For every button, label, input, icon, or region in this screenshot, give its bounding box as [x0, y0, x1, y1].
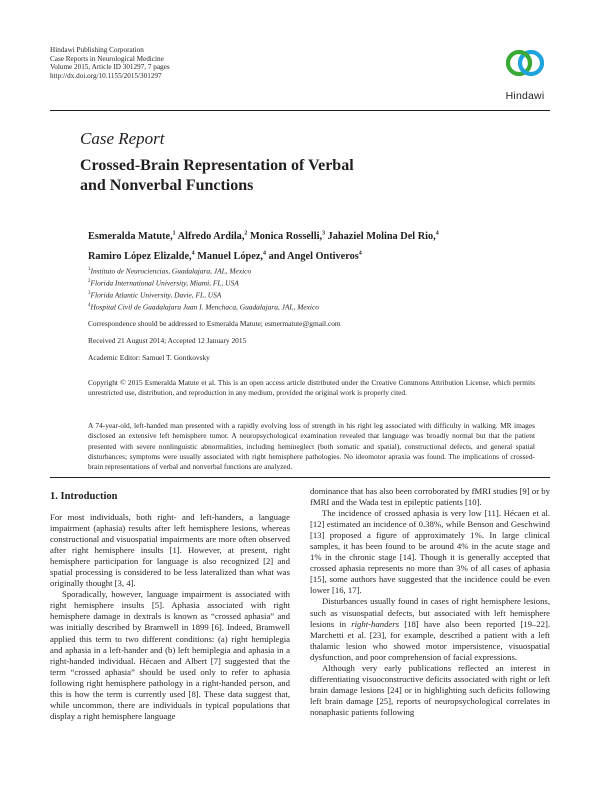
paragraph: The incidence of crossed aphasia is very low [11]. Hécaen et al. [12] estimated an incidence of 0.38%, while Benson and Geschwind [13] proposed a figure of approximately 1%. In large clinical samples, it has been found to be around 4% in the acute stage and 1% in the chronic stage [14]. Though it is generally accepted that crossed aphasia represents no more than 3% of all cases of aphasia [15], some authors have suggested that the incidence could be even lower [16, 17].	[310, 508, 550, 596]
publisher: Hindawi Publishing Corporation	[50, 46, 144, 54]
paragraph: dominance that has also been corroborated by fMRI studies [9] or by fMRI and the Wada test in epileptic patients [10].	[310, 486, 550, 508]
title-line-2: and Nonverbal Functions	[80, 177, 254, 194]
author: Monica Rosselli,$^3$	[247, 231, 326, 243]
affiliation: $^2$Florida International University, Miami, FL, USA	[88, 278, 239, 288]
hindawi-logo-icon	[504, 43, 546, 83]
academic-editor: Academic Editor: Samuel T. Gontkovsky	[88, 353, 210, 362]
body-column-left	[50, 512, 290, 722]
paragraph: For most individuals, both right- and left-handers, a language impairment (aphasia) results after left hemisphere lesions, whereas constructional and visuospatial impairments are more often observed after right hemisphere insults [1]. However, at present, right hemisphere participation for language is also recognized [2] and spatial processing is considered to be less lateralized than what was originally thought [3, 4].	[50, 512, 290, 589]
dates: Received 21 August 2014; Accepted 12 January 2015	[88, 336, 247, 345]
abstract-divider	[50, 477, 550, 478]
doi-link[interactable]: http://dx.doi.org/10.1155/2015/301297	[50, 71, 162, 80]
author: and Angel Ontiveros$^4$	[266, 250, 362, 263]
logo-wordmark: Hindawi	[505, 90, 545, 102]
affiliation: $^4$Hospital Civil de Guadalajara Juan I. Menchaca, Guadalajara, JAL, Mexico	[88, 302, 319, 312]
volume-line: Volume 2015, Article ID 301297, 7 pages	[50, 63, 170, 72]
author: Esmeralda Matute,$^1$	[88, 231, 176, 243]
author: Alfredo Ardila,$^2$	[175, 231, 248, 243]
article-title	[80, 156, 500, 196]
affiliation: $^1$Instituto de Neurociencias, Guadalajara, JAL, Mexico	[88, 266, 252, 276]
author: Manuel López,$^4$	[194, 250, 266, 263]
hindawi-logo	[497, 43, 553, 105]
paragraph: Although very early publications reflected an interest in differentiating visuoconstructive deficits associated with right or left brain damage lesions [24] or in highlighting such deficits following left brain damage [25], reports of neuropsychological correlates in nonaphasic patients following	[310, 662, 550, 717]
author-list	[88, 226, 533, 266]
affiliation-list	[88, 265, 319, 313]
article-type: Case Report	[80, 129, 165, 148]
abstract: A 74-year-old, left-handed man presented with a rapidly evolving loss of strength in his right leg associated with difficulty in walking. MR images disclosed an extensive left hemisphere tumor. A neuropsychological examination revealed that language was broadly normal but that the patient presented with severe nonlinguistic abnormalities, including hemineglect (both somatic and spatial), constructional defects, and general spatial disturbances; symptoms were usually associated with right hemisphere pathologies. No ideomotor apraxia was found. The implications of crossed-brain representations of verbal and nonverbal functions are analyzed.	[88, 421, 535, 472]
title-line-1: Crossed-Brain Representation of Verbal	[80, 157, 354, 174]
body-column-right	[310, 486, 550, 718]
author: Ramiro López Elizalde,$^4$	[88, 250, 195, 263]
author: Jahaziel Molina Del Rio,$^4$	[325, 231, 439, 243]
header-divider	[50, 110, 550, 111]
paragraph: Sporadically, however, language impairment is associated with right hemisphere insults [5]. Aphasia associated with right hemisphere damage in dextrals is known as “crossed aphasia” and was initially described by Bramwell in 1899 [6]. Indeed, Bramwell applied this term to two different conditions: (a) right hemiplegia and aphasia in a left-hander and (b) left hemiplegia and aphasia in a right-handed individual. Hécaen and Albert [7] suggested that the term “crossed aphasia” should be used only to refer to aphasia following right hemisphere pathology in a right-handed person, and this is how the term is currently used [8]. These data suggest that, while uncommon, there are individuals in typical populations that display a right hemisphere language	[50, 589, 290, 721]
section-heading: 1. Introduction	[50, 491, 118, 502]
affiliation: $^3$Florida Atlantic University, Davie, FL, USA	[88, 290, 222, 300]
journal-name: Case Reports in Neurological Medicine	[50, 54, 164, 63]
correspondence: Correspondence should be addressed to Esmeralda Matute; esmermatute@gmail.com	[88, 319, 341, 328]
journal-meta	[50, 46, 170, 80]
copyright-notice: Copyright © 2015 Esmeralda Matute et al. This is an open access article distributed under the Creative Commons Attribution License, which permits unrestricted use, distribution, and reproduction in any medium, provided the original work is properly cited.	[88, 378, 535, 398]
paragraph: Disturbances usually found in cases of right hemisphere lesions, such as visuospatial defects, but associated with left hemisphere lesions in right-handers [18] have also been reported [19–22]. Marchetti et al. [23], for example, described a patient with a left thalamic lesion who showed motor impersistence, visuospatial dysfunction, and poor comprehension of facial expressions.	[310, 596, 551, 662]
